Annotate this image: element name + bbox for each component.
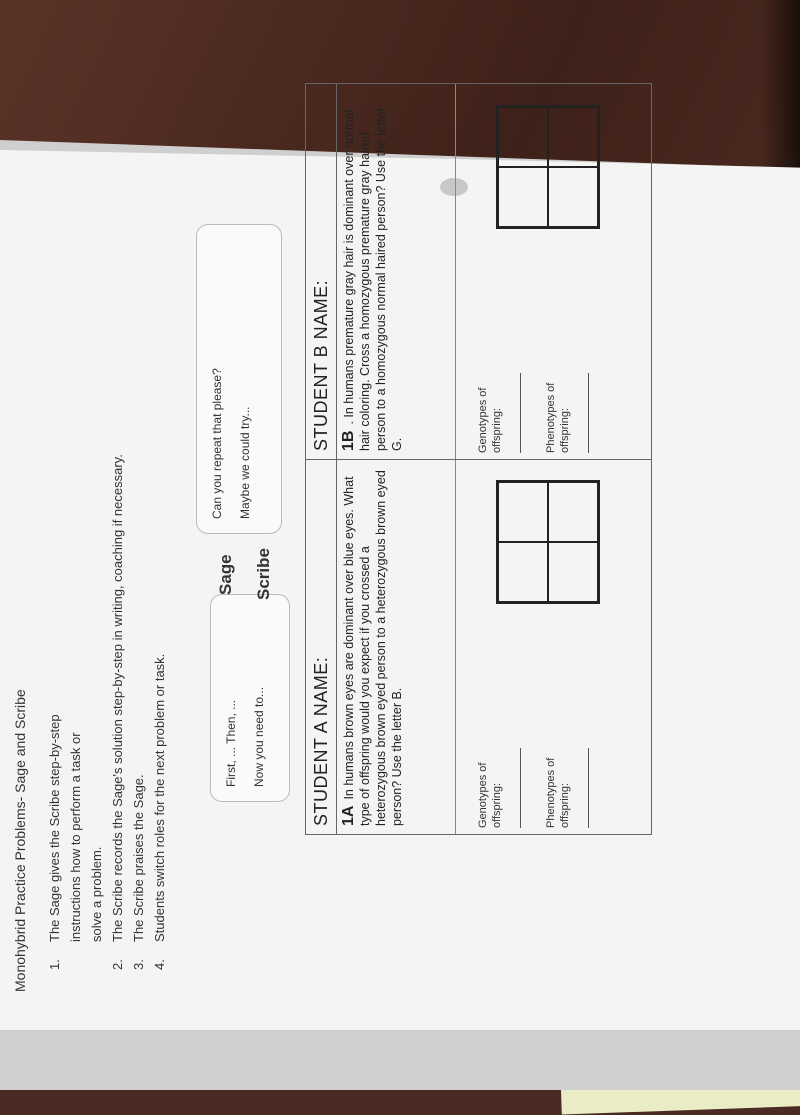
instruction-text: Students switch roles for the next problem or task.	[152, 653, 167, 942]
problem-id: 1B	[340, 430, 357, 451]
phenotypes-answer-line[interactable]	[588, 748, 589, 828]
student-b-name-field[interactable]: STUDENT B NAME:	[306, 84, 337, 459]
problem-table	[305, 83, 652, 835]
sage-speech-bubble	[196, 224, 282, 534]
instruction-item	[107, 410, 128, 970]
instruction-list	[44, 410, 170, 970]
student-b-answer-area	[456, 84, 654, 459]
punnett-square[interactable]	[496, 105, 600, 229]
student-a-name-field[interactable]: STUDENT A NAME:	[306, 460, 337, 834]
punnett-cell[interactable]	[548, 542, 598, 602]
instruction-item	[44, 410, 107, 970]
instruction-text: The Scribe records the Sage's solution step-by-step in writing, coaching if necessary.	[110, 454, 125, 942]
punnett-cell[interactable]	[548, 107, 598, 167]
scribe-speech-bubble	[210, 594, 290, 802]
sage-label: Sage	[216, 554, 235, 595]
phenotypes-label: Phenotypes of offspring:	[545, 757, 571, 828]
punnett-square[interactable]	[496, 480, 600, 604]
problem-1a	[337, 460, 456, 834]
punnett-cell[interactable]	[548, 482, 598, 542]
genotypes-answer-line[interactable]	[520, 748, 521, 828]
punnett-cell[interactable]	[498, 542, 548, 602]
phenotypes-answer-line[interactable]	[588, 373, 589, 453]
instruction-number: 3.	[131, 959, 146, 970]
problem-text: In humans brown eyes are dominant over blue eyes. What type of offspring would you expect if you crossed a heterozygous brown eyed person to a heterozygous brown eyed person? Use the letter B.	[342, 470, 404, 826]
problem-1b	[337, 84, 456, 459]
scribe-bubble-line: First, ... Then, ...	[224, 699, 238, 787]
student-a-column	[306, 459, 651, 834]
scribe-label: Scribe	[254, 548, 273, 600]
worksheet-title: Monohybrid Practice Problems- Sage and Scribe	[12, 689, 28, 992]
instruction-number: 2.	[110, 959, 125, 970]
genotypes-label: Genotypes of offspring:	[477, 762, 503, 828]
instruction-item	[128, 410, 149, 970]
instruction-number: 4.	[152, 959, 167, 970]
problem-text: . In humans premature gray hair is dominant over normal hair coloring. Cross a homozygous premature gray haired person to a homozygous normal haired person? Use the letter G.	[342, 107, 404, 451]
sage-bubble-line: Can you repeat that please?	[210, 368, 224, 519]
instruction-text: The Scribe praises the Sage.	[131, 774, 146, 942]
punnett-cell[interactable]	[498, 482, 548, 542]
punnett-cell[interactable]	[548, 167, 598, 227]
punnett-cell[interactable]	[498, 107, 548, 167]
instruction-item	[149, 410, 170, 970]
sage-bubble-line: Maybe we could try...	[238, 406, 252, 519]
punnett-cell[interactable]	[498, 167, 548, 227]
genotypes-label: Genotypes of offspring:	[477, 387, 503, 453]
phenotypes-label: Phenotypes of offspring:	[545, 382, 571, 453]
scribe-bubble-line: Now you need to...	[252, 686, 266, 787]
student-a-answer-area	[456, 460, 654, 834]
instruction-text: The Sage gives the Scribe step-by-step instructions how to perform a task or solve a problem.	[47, 714, 104, 942]
problem-id: 1A	[340, 805, 357, 826]
genotypes-answer-line[interactable]	[520, 373, 521, 453]
instruction-number: 1.	[47, 959, 62, 970]
student-b-column	[306, 84, 651, 459]
